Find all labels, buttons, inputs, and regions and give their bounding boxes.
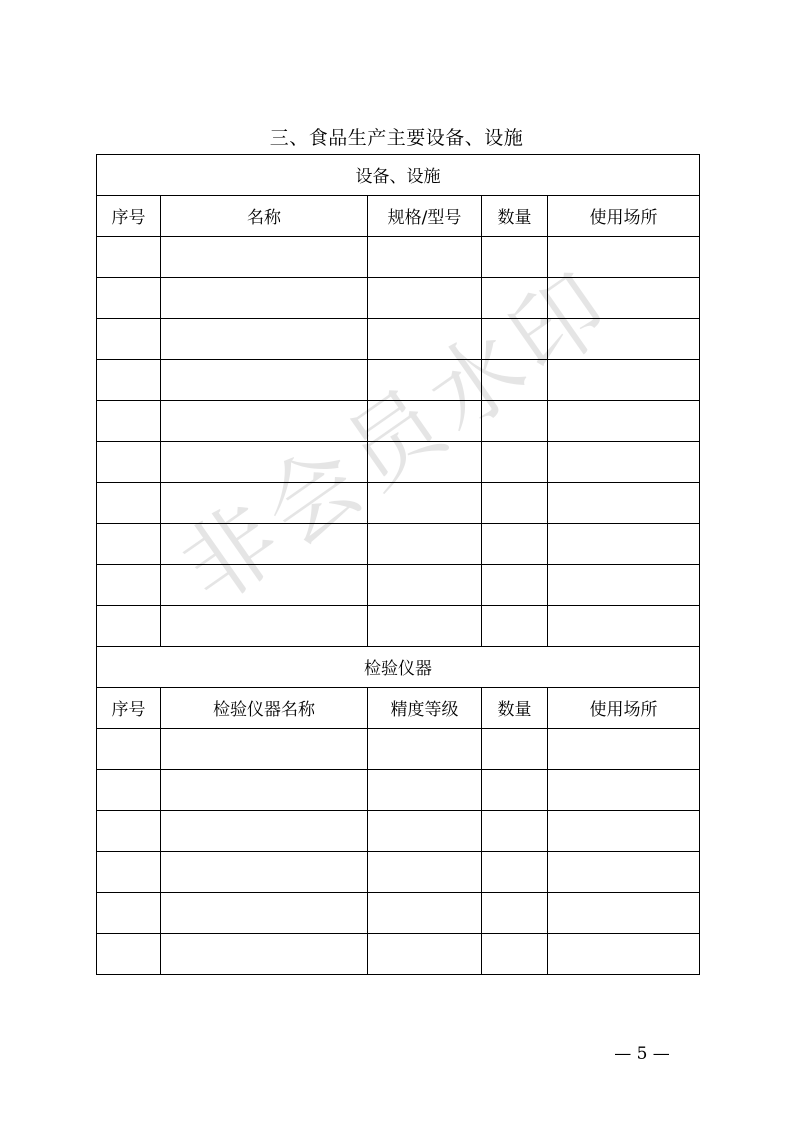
equipment-blank-row bbox=[97, 319, 700, 360]
equipment-cell-location[interactable] bbox=[548, 483, 700, 524]
equipment-section-title: 设备、设施 bbox=[97, 155, 700, 196]
equipment-cell-serial[interactable] bbox=[97, 401, 161, 442]
equipment-cell-quantity[interactable] bbox=[482, 401, 548, 442]
equipment-blank-row bbox=[97, 524, 700, 565]
instrument-cell-location[interactable] bbox=[548, 770, 700, 811]
equipment-cell-serial[interactable] bbox=[97, 442, 161, 483]
instrument-header-quantity: 数量 bbox=[482, 688, 548, 729]
instrument-cell-serial[interactable] bbox=[97, 729, 161, 770]
equipment-cell-location[interactable] bbox=[548, 237, 700, 278]
equipment-cell-serial[interactable] bbox=[97, 360, 161, 401]
equipment-header-row bbox=[97, 196, 700, 237]
equipment-table-body bbox=[97, 155, 700, 647]
instrument-blank-row bbox=[97, 893, 700, 934]
instrument-cell-spec[interactable] bbox=[368, 893, 482, 934]
equipment-cell-serial[interactable] bbox=[97, 524, 161, 565]
instrument-cell-location[interactable] bbox=[548, 811, 700, 852]
equipment-blank-row bbox=[97, 360, 700, 401]
equipment-cell-name[interactable] bbox=[161, 278, 368, 319]
equipment-cell-spec[interactable] bbox=[368, 278, 482, 319]
equipment-cell-quantity[interactable] bbox=[482, 606, 548, 647]
instrument-cell-spec[interactable] bbox=[368, 770, 482, 811]
equipment-cell-name[interactable] bbox=[161, 237, 368, 278]
equipment-cell-spec[interactable] bbox=[368, 401, 482, 442]
instrument-cell-name[interactable] bbox=[161, 893, 368, 934]
instrument-section-title-row bbox=[97, 647, 700, 688]
equipment-cell-spec[interactable] bbox=[368, 606, 482, 647]
equipment-cell-serial[interactable] bbox=[97, 237, 161, 278]
instrument-header-precision: 精度等级 bbox=[368, 688, 482, 729]
equipment-cell-name[interactable] bbox=[161, 360, 368, 401]
instrument-cell-name[interactable] bbox=[161, 934, 368, 975]
equipment-cell-quantity[interactable] bbox=[482, 524, 548, 565]
equipment-blank-row bbox=[97, 278, 700, 319]
equipment-header-location: 使用场所 bbox=[548, 196, 700, 237]
instrument-cell-quantity[interactable] bbox=[482, 770, 548, 811]
equipment-cell-serial[interactable] bbox=[97, 606, 161, 647]
equipment-cell-spec[interactable] bbox=[368, 565, 482, 606]
equipment-cell-location[interactable] bbox=[548, 565, 700, 606]
equipment-cell-spec[interactable] bbox=[368, 360, 482, 401]
instrument-cell-name[interactable] bbox=[161, 811, 368, 852]
equipment-blank-row bbox=[97, 442, 700, 483]
equipment-cell-spec[interactable] bbox=[368, 319, 482, 360]
instrument-blank-row bbox=[97, 852, 700, 893]
instrument-cell-serial[interactable] bbox=[97, 770, 161, 811]
equipment-header-quantity: 数量 bbox=[482, 196, 548, 237]
equipment-cell-quantity[interactable] bbox=[482, 483, 548, 524]
equipment-cell-quantity[interactable] bbox=[482, 565, 548, 606]
instrument-cell-quantity[interactable] bbox=[482, 852, 548, 893]
equipment-cell-quantity[interactable] bbox=[482, 278, 548, 319]
equipment-cell-name[interactable] bbox=[161, 483, 368, 524]
equipment-facilities-table bbox=[96, 154, 700, 975]
equipment-header-serial: 序号 bbox=[97, 196, 161, 237]
instrument-cell-name[interactable] bbox=[161, 729, 368, 770]
page-number: — 5 — bbox=[614, 1044, 670, 1064]
equipment-cell-quantity[interactable] bbox=[482, 442, 548, 483]
instrument-cell-quantity[interactable] bbox=[482, 893, 548, 934]
instrument-cell-name[interactable] bbox=[161, 770, 368, 811]
equipment-blank-row bbox=[97, 483, 700, 524]
equipment-blank-row bbox=[97, 401, 700, 442]
instrument-blank-row bbox=[97, 934, 700, 975]
equipment-cell-name[interactable] bbox=[161, 565, 368, 606]
equipment-cell-spec[interactable] bbox=[368, 524, 482, 565]
equipment-blank-row bbox=[97, 237, 700, 278]
equipment-cell-spec[interactable] bbox=[368, 442, 482, 483]
equipment-cell-location[interactable] bbox=[548, 442, 700, 483]
instrument-cell-spec[interactable] bbox=[368, 934, 482, 975]
instrument-cell-serial[interactable] bbox=[97, 852, 161, 893]
equipment-cell-location[interactable] bbox=[548, 606, 700, 647]
equipment-cell-serial[interactable] bbox=[97, 319, 161, 360]
equipment-section-title-row bbox=[97, 155, 700, 196]
instrument-cell-quantity[interactable] bbox=[482, 729, 548, 770]
instrument-blank-row bbox=[97, 729, 700, 770]
instrument-blank-row bbox=[97, 811, 700, 852]
instrument-cell-serial[interactable] bbox=[97, 934, 161, 975]
instrument-header-serial: 序号 bbox=[97, 688, 161, 729]
instrument-cell-location[interactable] bbox=[548, 893, 700, 934]
equipment-cell-serial[interactable] bbox=[97, 278, 161, 319]
equipment-cell-serial[interactable] bbox=[97, 483, 161, 524]
equipment-cell-name[interactable] bbox=[161, 524, 368, 565]
instrument-cell-serial[interactable] bbox=[97, 893, 161, 934]
page-title: 三、食品生产主要设备、设施 bbox=[269, 127, 524, 149]
equipment-cell-spec[interactable] bbox=[368, 483, 482, 524]
instrument-cell-name[interactable] bbox=[161, 852, 368, 893]
instrument-cell-spec[interactable] bbox=[368, 811, 482, 852]
instrument-header-location: 使用场所 bbox=[548, 688, 700, 729]
equipment-cell-serial[interactable] bbox=[97, 565, 161, 606]
equipment-cell-name[interactable] bbox=[161, 442, 368, 483]
instrument-cell-spec[interactable] bbox=[368, 729, 482, 770]
instrument-table-body bbox=[97, 647, 700, 975]
equipment-header-spec-model: 规格/型号 bbox=[368, 196, 482, 237]
equipment-blank-row bbox=[97, 606, 700, 647]
equipment-cell-quantity[interactable] bbox=[482, 237, 548, 278]
equipment-cell-location[interactable] bbox=[548, 319, 700, 360]
instrument-cell-location[interactable] bbox=[548, 934, 700, 975]
equipment-cell-location[interactable] bbox=[548, 360, 700, 401]
equipment-cell-name[interactable] bbox=[161, 401, 368, 442]
instrument-blank-row bbox=[97, 770, 700, 811]
equipment-blank-row bbox=[97, 565, 700, 606]
equipment-cell-name[interactable] bbox=[161, 606, 368, 647]
instrument-header-name: 检验仪器名称 bbox=[161, 688, 368, 729]
equipment-cell-name[interactable] bbox=[161, 319, 368, 360]
equipment-cell-location[interactable] bbox=[548, 278, 700, 319]
equipment-cell-quantity[interactable] bbox=[482, 360, 548, 401]
equipment-cell-quantity[interactable] bbox=[482, 319, 548, 360]
instrument-cell-quantity[interactable] bbox=[482, 934, 548, 975]
instrument-cell-location[interactable] bbox=[548, 729, 700, 770]
instrument-header-row bbox=[97, 688, 700, 729]
instrument-cell-quantity[interactable] bbox=[482, 811, 548, 852]
instrument-section-title: 检验仪器 bbox=[97, 647, 700, 688]
instrument-cell-spec[interactable] bbox=[368, 852, 482, 893]
instrument-cell-serial[interactable] bbox=[97, 811, 161, 852]
equipment-cell-location[interactable] bbox=[548, 401, 700, 442]
equipment-header-name: 名称 bbox=[161, 196, 368, 237]
equipment-cell-spec[interactable] bbox=[368, 237, 482, 278]
watermark: 非会员水印 bbox=[162, 249, 634, 625]
equipment-cell-location[interactable] bbox=[548, 524, 700, 565]
instrument-cell-location[interactable] bbox=[548, 852, 700, 893]
